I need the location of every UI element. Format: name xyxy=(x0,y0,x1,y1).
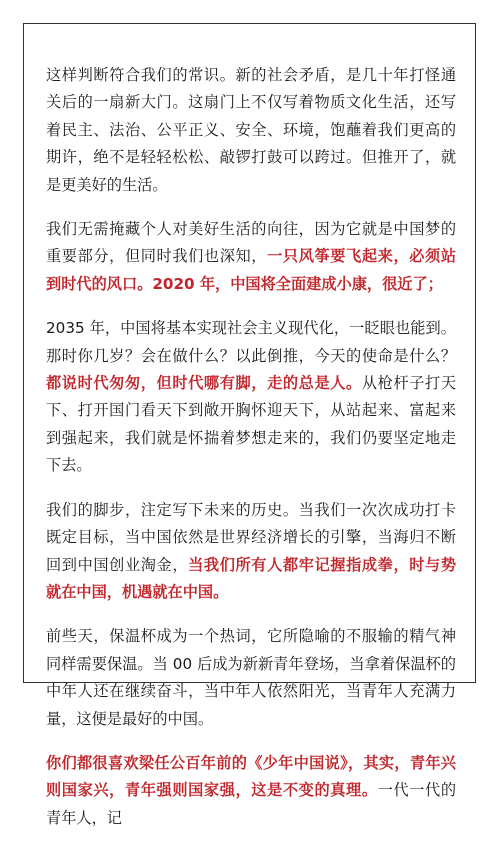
paragraph xyxy=(46,497,456,607)
text-segment: 从枪杆子打天下、打开国门看天下到敞开胸怀迎天下，从站起来、富起来到强起来，我们就是怀揣着梦想走来的，我们仍要坚定地走下去。 xyxy=(46,374,457,475)
document-body xyxy=(46,62,456,849)
highlighted-text: 一只风筝要飞起来，必须站到时代的风口。2020 年，中国将全面建成小康，很近了； xyxy=(46,247,457,293)
paragraph xyxy=(46,62,456,199)
text-segment: 我们的脚步，注定写下未来的历史。当我们一次次成功打卡既定目标，当中国依然是世界经济增长的引擎，当海归不断回到中国创业淘金， xyxy=(46,500,456,574)
text-segment: 一代一代的青年人，记 xyxy=(46,781,457,827)
text-segment: 我们无需掩藏个人对美好生活的向往，因为它就是中国梦的重要部分，但同时我们也深知， xyxy=(46,220,456,266)
paragraph xyxy=(46,216,456,298)
highlighted-text: 当我们所有人都牢记握指成拳，时与势就在中国，机遇就在中国。 xyxy=(46,555,457,601)
text-segment: 2035 年，中国将基本实现社会主义现代化，一眨眼也能到。那时你几岁？会在做什么？以此倒推，今天的使命是什么？ xyxy=(46,319,456,365)
text-segment: 这样判断符合我们的常识。新的社会矛盾，是几十年打怪通关后的一扇新大门。这扇门上不仅写着物质文化生活，还写着民主、法治、公平正义、安全、环境，饱蘸着我们更高的期许，绝不是轻轻松松、敲锣打鼓可以跨过。但推开了，就是更美好的生活。 xyxy=(46,66,456,194)
highlighted-text: 都说时代匆匆，但时代哪有脚，走的总是人。 xyxy=(46,374,362,393)
paragraph xyxy=(46,315,456,479)
text-segment: 前些天，保温杯成为一个热词，它所隐喻的不服输的精气神同样需要保温。当 00 后成为新新青年登场，当拿着保温杯的中年人还在继续奋斗，当中年人依然阳光，当青年人充满力量，这便是最好的中国。 xyxy=(46,627,456,728)
paragraph xyxy=(46,750,456,832)
highlighted-text: 你们都很喜欢梁任公百年前的《少年中国说》，其实，青年兴则国家兴，青年强则国家强，这是不变的真理。 xyxy=(46,753,456,800)
paragraph xyxy=(46,623,456,733)
